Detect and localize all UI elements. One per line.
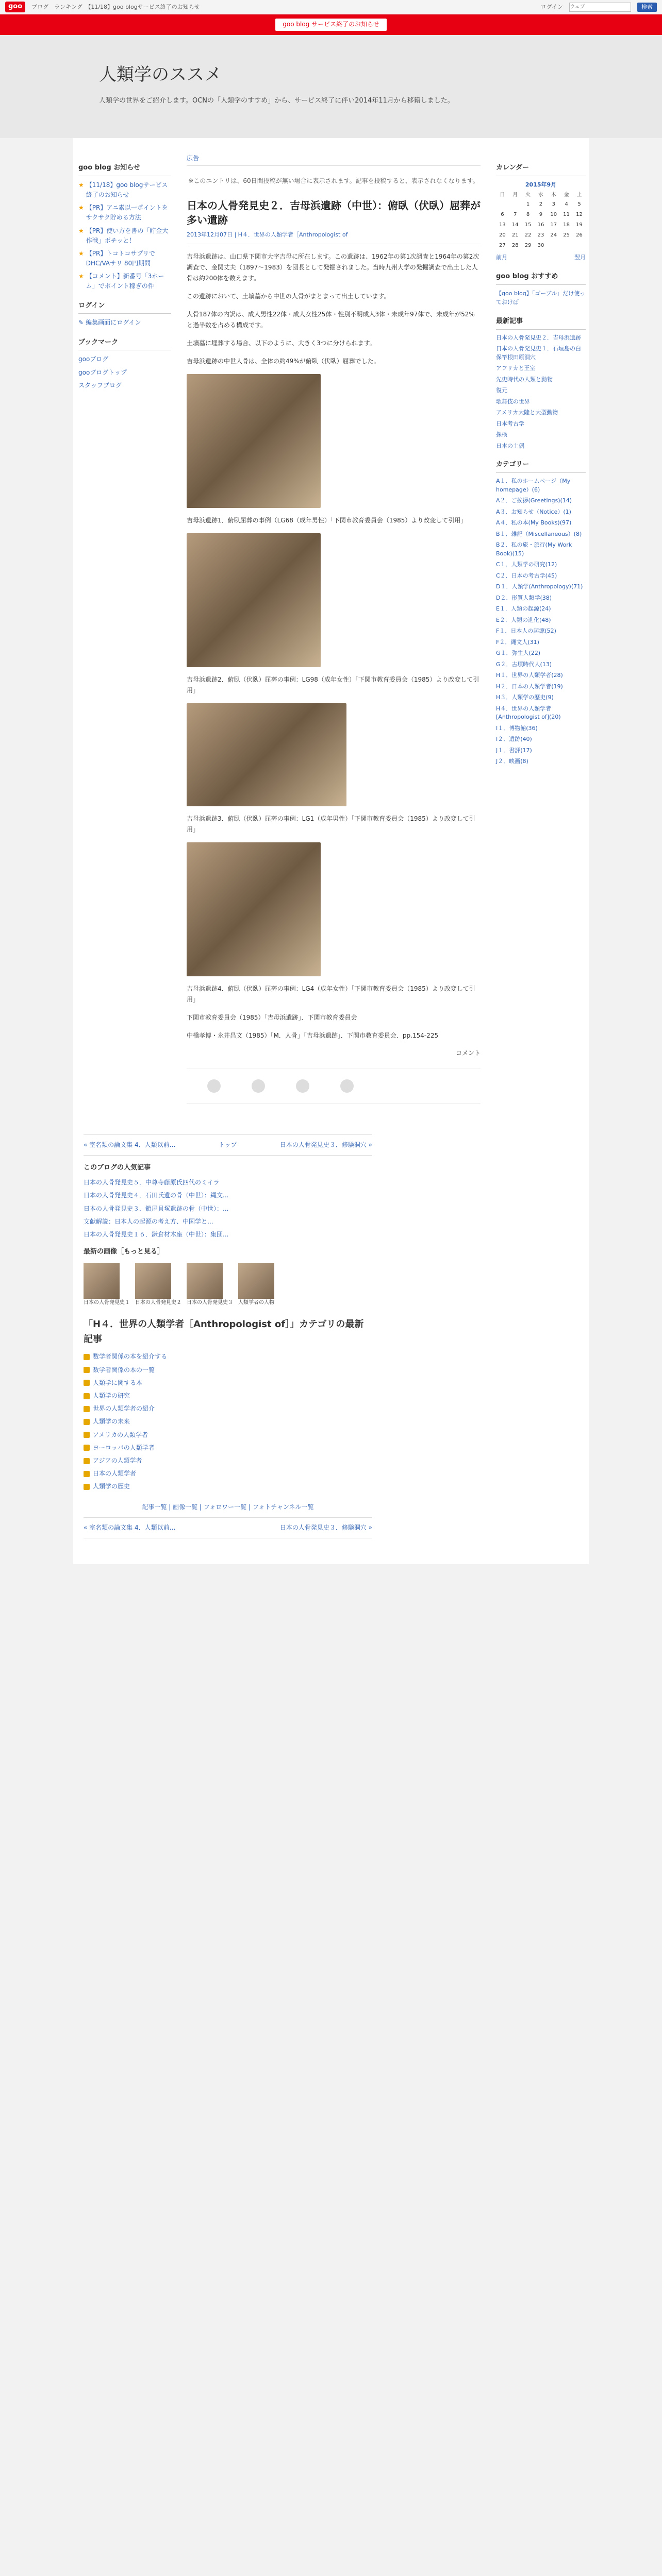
pager-bottom [84, 1517, 372, 1538]
recent-item[interactable]: 先史時代の人類と動物 [496, 376, 553, 383]
category-item[interactable]: B２．私の旅・旅行(My Work Book)(15) [496, 541, 572, 557]
category-item[interactable]: F２．縄文人(31) [496, 638, 539, 646]
caption: 吉母浜遺跡3．俯臥（伏臥）屈葬の事例：LG1（成年男性）「下関市教育委員会（1985）より改変して引用」 [187, 815, 475, 833]
thumbnail-image[interactable] [238, 1263, 274, 1299]
category-item[interactable]: H４．世界の人類学者[Anthropologist of](20) [496, 705, 561, 721]
inactive-note: ※このエントリは、60日間投稿が無い場合に表示されます。記事を投稿すると、表示されなくなります。 [188, 177, 479, 185]
category-item[interactable]: C２．日本の考古学(45) [496, 572, 557, 579]
thumbnail-image[interactable] [187, 1263, 223, 1299]
skeleton-photo[interactable] [187, 703, 346, 806]
category-item[interactable]: F１．日本人の起源(52) [496, 628, 556, 635]
popular-item[interactable]: 文献解説：日本人の起源の考え方、中国学と... [84, 1217, 213, 1225]
next-post-link[interactable]: 日本の人骨発見史３．修験洞穴 » [279, 1523, 372, 1531]
category-item[interactable]: A３．お知らせ（Notice）(1) [496, 508, 571, 515]
prev-month-link[interactable]: 前月 [496, 254, 507, 261]
search-input[interactable] [569, 3, 631, 12]
top-link[interactable]: トップ [218, 1141, 237, 1149]
notice-link[interactable]: goo blog サービス終了のお知らせ [275, 19, 386, 30]
popular-heading: このブログの人気記事 [84, 1164, 151, 1172]
notice-item[interactable]: ★ 【PR】アニ素以一ポイントをサクサク貯める方法 [78, 203, 171, 223]
category-item[interactable]: A４．私の本(My Books)(97) [496, 519, 572, 527]
caption: 吉母浜遺跡1．俯臥屈葬の事例（LG68（成年男性）「下関市教育委員会（1985）より改変して引用」 [187, 516, 467, 524]
recent-item[interactable]: 日本の人骨発見史１．石垣島の白保竿根田原洞穴 [496, 345, 581, 361]
blog-header [0, 35, 662, 138]
folder-icon [84, 1380, 90, 1386]
search-button[interactable]: 検索 [637, 3, 657, 12]
bookmark-item[interactable]: スタッフブログ [78, 381, 122, 389]
notice-item[interactable]: ★ 【PR】使い方を書の「貯金大作戦」ポチッと！ [78, 226, 171, 246]
notice-bar [0, 14, 662, 35]
skeleton-photo[interactable] [187, 374, 321, 508]
recommend-heading: goo blog おすすめ [496, 272, 586, 285]
category-item[interactable]: A１．私のホームページ（My homepage）(6) [496, 478, 571, 493]
paragraph: この遺跡において、土壙墓から中世の人骨がまとまって出土しています。 [187, 292, 390, 300]
category-latest-item[interactable]: 人類学に関する本 [84, 1378, 372, 1388]
notice-item[interactable]: ★ 【PR】トコトコサプリでDHC/VAサリ 80円期間 [78, 249, 171, 268]
login-heading: ログイン [78, 301, 171, 314]
category-item[interactable]: J２．映画(8) [496, 758, 528, 765]
category-item[interactable]: E１．人類の起源(24) [496, 605, 551, 613]
right-sidebar [496, 148, 589, 1119]
comment-link[interactable]: コメント [455, 1049, 481, 1057]
category-item[interactable]: H３．人類学の歴史(9) [496, 694, 554, 701]
share-bar [187, 1069, 481, 1104]
caption: 吉母浜遺跡4．俯臥（伏臥）屈葬の事例：LG4（成年女性）「下関市教育委員会（1985）より改変して引用」 [187, 985, 475, 1003]
thumbnail-image[interactable] [135, 1263, 171, 1299]
calendar: 2015年9月 日 月 火 水 木 金 土 1 2 3 4 5 6 7 8 9 10 11 12 13 14 15 16 17 18 19 20 21 22 23 24 25 26 27 28 29 30 前月 翌月 [496, 180, 586, 262]
left-sidebar [73, 148, 171, 1119]
skeleton-photo[interactable] [187, 533, 321, 667]
footer-links[interactable]: 記事一覧 | 画像一覧 | フォロワー一覧 | フォトチャンネル一覧 [142, 1503, 314, 1511]
folder-icon [84, 1432, 90, 1438]
blog-title[interactable]: 人類学のススメ [99, 64, 222, 85]
bookmark-item[interactable]: gooブログトップ [78, 368, 127, 376]
folder-icon [84, 1354, 90, 1360]
pencil-icon: ✎ [78, 319, 84, 327]
folder-icon [84, 1393, 90, 1399]
post-body [187, 251, 481, 1104]
folder-icon [84, 1367, 90, 1373]
recent-item[interactable]: 復元 [496, 387, 507, 394]
category-item[interactable]: D１．人類学(Anthropology)(71) [496, 583, 583, 590]
images-heading: 最新の画像［もっと見る］ [84, 1248, 164, 1256]
prev-post-link[interactable]: « 室名類の論文集 4．人類以前… [84, 1523, 176, 1531]
bookmark-heading: ブックマーク [78, 337, 171, 351]
thumb-row: 日本の人骨発見史１ 日本の人骨発見史２ 日本の人骨発見史３ 人類学者の人物 [84, 1263, 372, 1307]
category-item[interactable]: I１．博物館(36) [496, 724, 538, 732]
reference: 下関市教育委員会（1985）「吉母浜遺跡」．下関市教育委員会 [187, 1013, 357, 1021]
paragraph: 吉母浜遺跡は、山口県下関市大字吉母に所在します。この遺跡は、1962年の第1次調査と1964年の第2次調査で、金関丈夫（1897～1983）を団長として発掘されました。当時九州大学の発掘調査で出土した人骨は約200体を数えます。 [187, 252, 479, 282]
prev-post-link[interactable]: « 室名類の論文集 4．人類以前… [84, 1141, 176, 1149]
popular-item[interactable]: 日本の人骨発見史５．中尊寺藤原氏四代のミイラ [84, 1179, 220, 1187]
recent-item[interactable]: 探検 [496, 431, 507, 438]
popular-item[interactable]: 日本の人骨発見史３．鎖屋貝塚遺跡の骨（中世）：... [84, 1205, 229, 1212]
paragraph: 人骨187体の内訳は、成人男性22体・成人女性25体・性別不明成人3体・未成年97体で、未成年が52%と過半数を占める構成です。 [187, 310, 475, 329]
star-icon: ★ [78, 181, 84, 189]
reaction-icon[interactable] [296, 1079, 309, 1093]
category-item[interactable]: A２．ご挨拶(Greetings)(14) [496, 497, 572, 504]
recent-item[interactable]: 日本の人骨発見史２．吉母浜遺跡 [496, 334, 581, 341]
category-latest-item[interactable]: アジアの人類学者 [84, 1456, 372, 1466]
category-item[interactable]: D２．形質人類学(38) [496, 594, 552, 601]
notice-item[interactable]: ★ 【11/18】goo blogサービス終了のお知らせ [78, 180, 171, 200]
category-heading: カテゴリー [496, 460, 586, 473]
folder-icon [84, 1419, 90, 1425]
popular-item[interactable]: 日本の人骨発見史１６．鎌倉材木座（中世）：集団... [84, 1230, 229, 1238]
category-item[interactable]: J１．書評(17) [496, 747, 532, 754]
star-icon: ★ [78, 249, 84, 257]
skeleton-photo[interactable] [187, 842, 321, 976]
lower-area [73, 1119, 589, 1564]
login-link[interactable]: ✎ 編集画面にログイン [78, 318, 171, 328]
folder-icon [84, 1406, 90, 1412]
category-item[interactable]: E２．人類の進化(48) [496, 616, 551, 623]
content-area [73, 138, 589, 1119]
notice-item[interactable]: ★ 【コメント】新番号「3ホーム」でポイント稼ぎの件 [78, 272, 171, 291]
category-latest-item[interactable]: 人類学の未来 [84, 1417, 372, 1427]
folder-icon [84, 1471, 90, 1477]
paragraph: 土壙墓に埋葬する場合、以下のように、大きく3つに分けられます。 [187, 339, 376, 347]
recent-item[interactable]: アフリカと王室 [496, 365, 536, 372]
recent-item[interactable]: アメリカ大陸と大型動物 [496, 409, 558, 416]
post-meta[interactable]: 2013年12月07日 | H４．世界の人類学者［Anthropologist of [187, 230, 481, 244]
post-title[interactable]: 日本の人骨発見史２．吉母浜遺跡（中世）：俯臥（伏臥）屈葬が多い遺跡 [187, 199, 481, 227]
calendar-heading: カレンダー [496, 163, 586, 176]
star-icon: ★ [78, 204, 84, 212]
share-icon[interactable] [252, 1079, 265, 1093]
category-item[interactable]: B１．雑記（Miscellaneous）(8) [496, 530, 582, 537]
folder-icon [84, 1458, 90, 1464]
thumbnail-image[interactable] [84, 1263, 120, 1299]
caption: 吉母浜遺跡2．俯臥（伏臥）屈葬の事例：LG98（成年女性）「下関市教育委員会（1985）より改変して引用」 [187, 675, 479, 694]
recent-heading: 最新記事 [496, 316, 586, 330]
recommend-link[interactable]: 【goo blog】「ゴーブル」だけ使っておけば [496, 290, 586, 306]
ad-label[interactable]: 広告 [187, 154, 481, 166]
bookmark-item[interactable]: gooブログ [78, 355, 109, 363]
bookmark-icon[interactable] [340, 1079, 354, 1093]
blog-description: 人類学の世界をご紹介します。OCNの「人類学のすすめ」から、サービス終了に伴い2014年11月から移籍しました。 [99, 97, 454, 105]
category-item[interactable]: H２．日本の人類学者(19) [496, 683, 563, 690]
category-latest-item[interactable]: 日本の人類学者 [84, 1469, 372, 1479]
category-item[interactable]: I２．遺跡(40) [496, 736, 532, 743]
popular-item[interactable]: 日本の人骨発見史４．石田氏遺の骨（中世）：縄文... [84, 1192, 229, 1199]
category-latest-item[interactable]: ヨーロッパの人類学者 [84, 1443, 372, 1453]
top-bar [0, 0, 662, 14]
pager [84, 1134, 372, 1156]
goo-logo[interactable]: goo [5, 2, 25, 12]
category-latest-item[interactable]: 人類学の歴史 [84, 1482, 372, 1492]
folder-icon [84, 1445, 90, 1451]
like-icon[interactable] [207, 1079, 221, 1093]
next-month-link[interactable]: 翌月 [574, 254, 586, 261]
category-latest-item[interactable]: 世界の人類学者の紹介 [84, 1404, 372, 1414]
category-item[interactable]: H１．世界の人類学者(28) [496, 672, 563, 679]
recent-item[interactable]: 日本の土偶 [496, 442, 524, 449]
category-latest-heading[interactable]: 「H４．世界の人類学者［Anthropologist of］」カテゴリの最新記事 [84, 1318, 364, 1345]
notice-heading: goo blog お知らせ [78, 163, 171, 176]
star-icon: ★ [78, 227, 84, 234]
folder-icon [84, 1484, 90, 1490]
top-links[interactable]: ブログ ランキング 【11/18】goo blogサービス終了のお知らせ [31, 3, 200, 10]
main-column [181, 148, 486, 1119]
category-latest-item[interactable]: アメリカの人類学者 [84, 1430, 372, 1440]
category-latest-item[interactable]: 人類学の研究 [84, 1391, 372, 1401]
paragraph: 吉母浜遺跡の中世人骨は、全体の約49%が俯臥（伏臥）屈葬でした。 [187, 357, 380, 365]
login-link[interactable]: ログイン [540, 3, 563, 10]
star-icon: ★ [78, 273, 84, 280]
reference: 中橋孝博・永井昌文（1985）「M．人骨」「吉母浜遺跡」．下関市教育委員会．pp.154-225 [187, 1031, 439, 1039]
calendar-month: 2015年9月 [525, 181, 557, 188]
category-latest-item[interactable]: 数学者関係の本の一覧 [84, 1365, 372, 1375]
category-item[interactable]: C１．人類学の研究(12) [496, 561, 557, 568]
category-latest-item[interactable]: 数学者関係の本を紹介する [84, 1352, 372, 1362]
category-item[interactable]: G２．古墳時代人(13) [496, 660, 552, 668]
lower-column [73, 1129, 383, 1544]
next-post-link[interactable]: 日本の人骨発見史３．修験洞穴 » [279, 1141, 372, 1149]
recent-item[interactable]: 歌舞伎の世界 [496, 398, 530, 405]
category-item[interactable]: G１．弥生人(22) [496, 650, 541, 657]
recent-item[interactable]: 日本考古学 [496, 420, 524, 427]
